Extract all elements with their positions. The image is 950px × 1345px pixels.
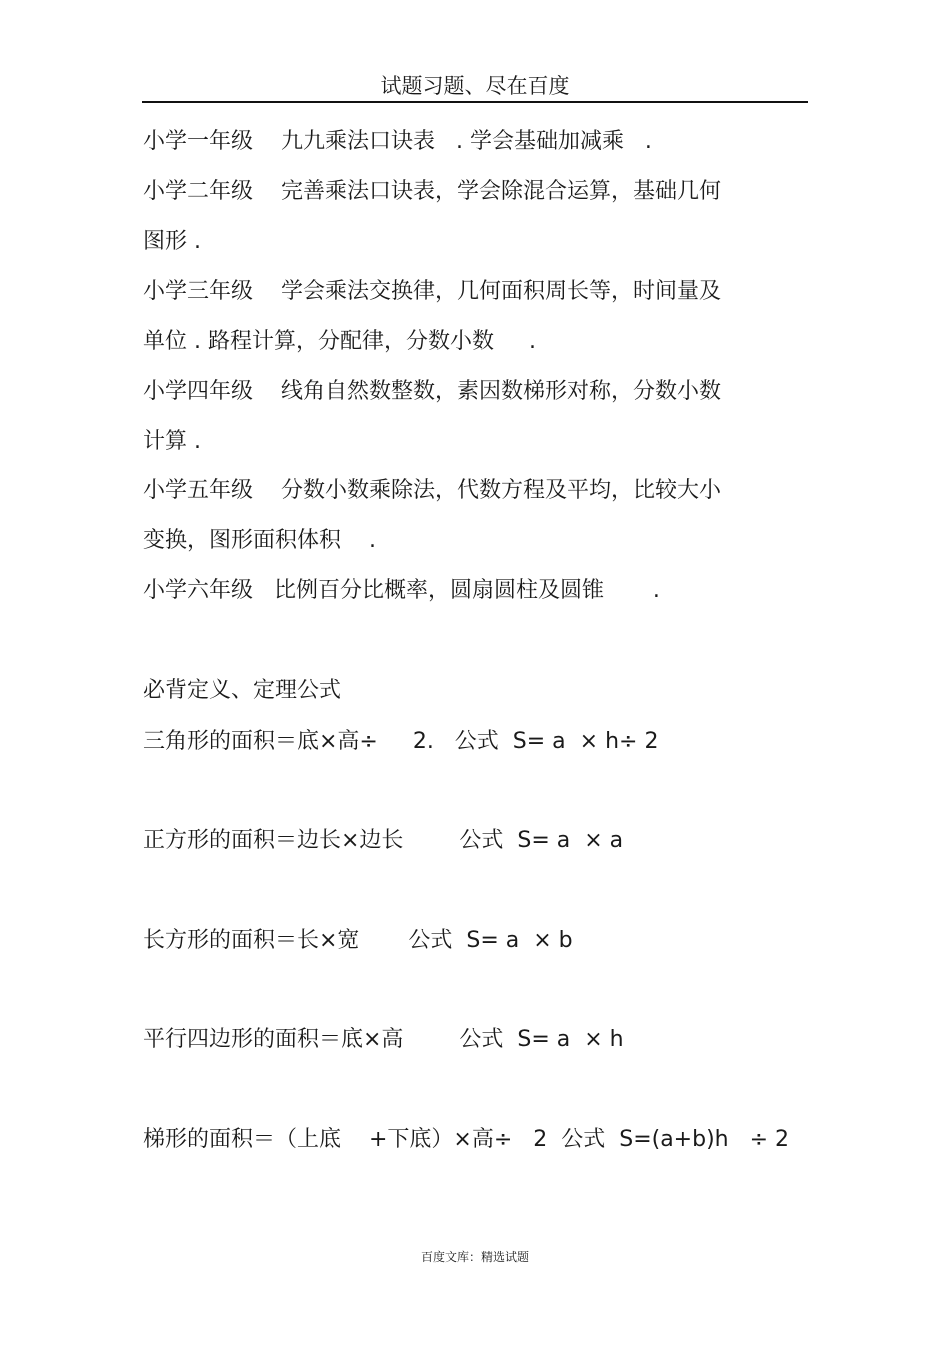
grade-line-2: 小学二年级 完善乘法口诀表，学会除混合运算，基础几何 xyxy=(143,179,721,204)
grade-line-3: 小学三年级 学会乘法交换律，几何面积周长等，时间量及 xyxy=(143,279,721,304)
formula-parallelogram: 平行四边形的面积＝底×高 公式 S= a × h xyxy=(143,1027,624,1052)
grade-line-4: 小学四年级 线角自然数整数，素因数梯形对称，分数小数 xyxy=(143,379,721,404)
formulas-heading: 必背定义、定理公式 xyxy=(143,678,342,703)
formula-square: 正方形的面积＝边长×边长 公式 S= a × a xyxy=(143,828,624,853)
formula-trapezoid: 梯形的面积＝（上底 +下底）×高÷ 2 公式 S=(a+b)h ÷ 2 xyxy=(143,1127,790,1152)
grade-line-5: 小学五年级 分数小数乘除法，代数方程及平均，比较大小 xyxy=(143,478,721,503)
grade-line-2-cont: 图形 . xyxy=(143,229,201,254)
header-divider xyxy=(142,101,808,103)
grade-line-4-cont: 计算 . xyxy=(143,429,201,454)
formula-triangle: 三角形的面积＝底×高÷ 2. 公式 S= a × h÷ 2 xyxy=(143,729,659,754)
page-header-title: 试题习题、尽在百度 xyxy=(380,74,570,98)
formula-rectangle: 长方形的面积＝长×宽 公式 S= a × b xyxy=(143,928,573,953)
grade-line-3-cont: 单位 . 路程计算，分配律，分数小数 . xyxy=(143,329,536,354)
grade-line-6: 小学六年级 比例百分比概率，圆扇圆柱及圆锥 . xyxy=(143,578,660,603)
grade-line-5-cont: 变换，图形面积体积 . xyxy=(143,528,376,553)
page-footer: 百度文库：精选试题 xyxy=(420,1250,529,1264)
grade-line-1: 小学一年级 九九乘法口诀表 . 学会基础加减乘 . xyxy=(143,129,652,154)
